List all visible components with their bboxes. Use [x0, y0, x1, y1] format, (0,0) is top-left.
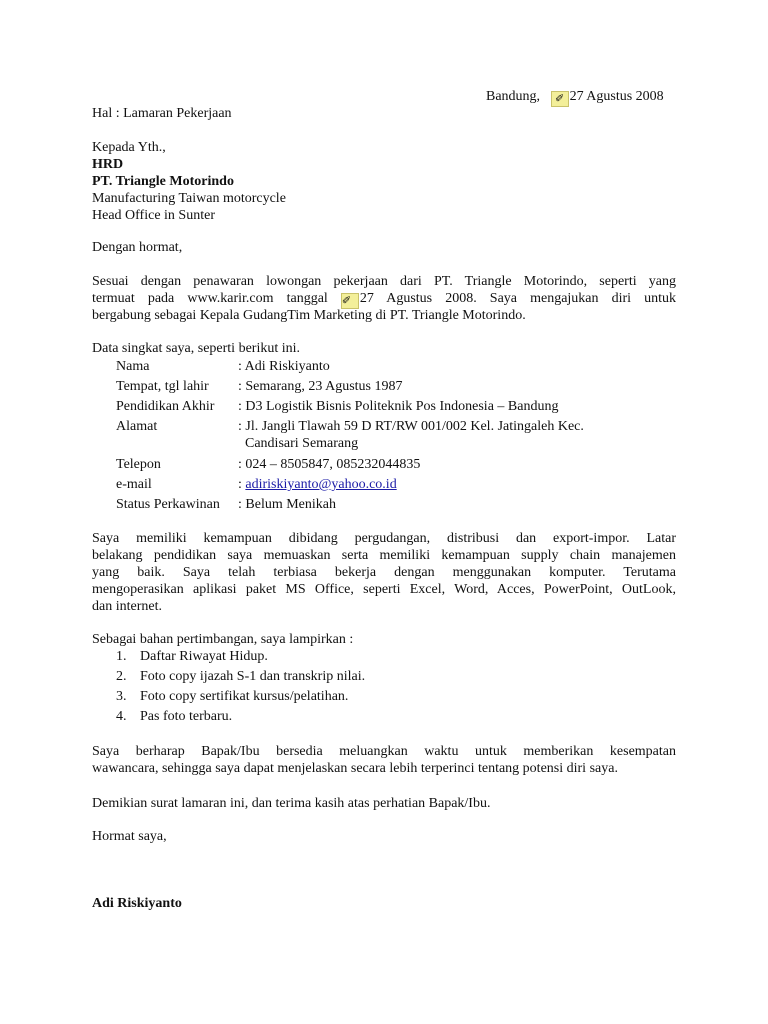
text-line: Sesuai dengan penawaran lowongan pekerjaan dari PT. Triangle Motorindo, seperti yang: [92, 274, 676, 289]
attachment-item: [116, 648, 268, 665]
field-label: Nama: [116, 359, 150, 374]
subject: Hal : Lamaran Pekerjaan: [92, 106, 232, 121]
value-continued: Candisari Semarang: [245, 436, 359, 451]
field-code-icon: ✐: [341, 293, 359, 309]
skills-paragraph: [92, 530, 676, 615]
regards: Hormat saya,: [92, 829, 167, 844]
recipient-salutation: Kepada Yth.,: [92, 140, 166, 155]
recipient-block: [92, 139, 676, 224]
email-link[interactable]: adiriskiyanto@yahoo.co.id: [245, 477, 397, 492]
value: :: [238, 477, 242, 492]
field-value: [238, 456, 420, 473]
field-label: Status Perkawinan: [116, 497, 220, 512]
text-line: wawancara, sehingga saya dapat menjelaskan secara lebih terperinci tentang potensi diri saya.: [92, 761, 618, 776]
recipient-address: Head Office in Sunter: [92, 208, 215, 223]
field-value: [238, 496, 336, 513]
text-line: Saya memiliki kemampuan dibidang pergudangan, distribusi dan export-impor. Latar: [92, 531, 676, 546]
item-number: 4.: [116, 709, 127, 724]
field-label: e-mail: [116, 477, 152, 492]
attachment-item: [116, 708, 232, 725]
attachments-intro: Sebagai bahan pertimbangan, saya lampirkan :: [92, 632, 354, 647]
item-text: Daftar Riwayat Hidup.: [140, 649, 268, 664]
field-value: [238, 418, 584, 452]
field-label: Tempat, tgl lahir: [116, 379, 209, 394]
text-line: yang baik. Saya telah terbiasa bekerja dengan menggunakan komputer. Terutama: [92, 565, 676, 580]
signature-name: Adi Riskiyanto: [92, 896, 182, 911]
value: : D3 Logistik Bisnis Politeknik Pos Indonesia – Bandung: [238, 399, 559, 414]
value: : Jl. Jangli Tlawah 59 D RT/RW 001/002 Kel. Jatingaleh Kec.: [238, 419, 584, 434]
field-value: [238, 398, 558, 415]
date: 27 Agustus 2008: [569, 89, 664, 104]
value: : 024 – 8505847, 085232044835: [238, 457, 421, 472]
attachment-item: [116, 668, 365, 685]
recipient-dept: HRD: [92, 157, 124, 172]
item-text: Foto copy ijazah S-1 dan transkrip nilai.: [140, 669, 366, 684]
item-text: Foto copy sertifikat kursus/pelatihan.: [140, 689, 349, 704]
field-value: [238, 378, 403, 395]
date-line: [486, 88, 664, 105]
field-label: Pendidikan Akhir: [116, 399, 215, 414]
item-number: 2.: [116, 669, 127, 684]
intro-paragraph: [92, 273, 676, 324]
attachment-item: [116, 688, 348, 705]
recipient-company: PT. Triangle Motorindo: [92, 174, 234, 189]
text-line: dan internet.: [92, 599, 162, 614]
data-intro: Data singkat saya, seperti berikut ini.: [92, 341, 300, 356]
value: : Adi Riskiyanto: [238, 359, 330, 374]
text: termuat pada www.karir.com tanggal: [92, 291, 328, 306]
closing: Demikian surat lamaran ini, dan terima kasih atas perhatian Bapak/Ibu.: [92, 796, 491, 811]
greeting: Dengan hormat,: [92, 240, 183, 255]
text: 27 Agustus 2008. Saya mengajukan diri untuk: [359, 291, 677, 306]
item-number: 1.: [116, 649, 127, 664]
city: Bandung,: [486, 89, 541, 104]
text-line: mengoperasikan aplikasi paket MS Office, seperti Excel, Word, Acces, PowerPoint, OutLook,: [92, 582, 676, 597]
value: : Semarang, 23 Agustus 1987: [238, 379, 403, 394]
field-value: [238, 358, 330, 375]
text-line: belakang pendidikan saya memuaskan serta memiliki kemampuan supply chain manajemen: [92, 548, 676, 563]
field-value: [238, 476, 397, 493]
field-label: Telepon: [116, 457, 161, 472]
field-code-icon: ✐: [551, 91, 569, 107]
value: : Belum Menikah: [238, 497, 336, 512]
text-line: Saya berharap Bapak/Ibu bersedia meluangkan waktu untuk memberikan kesempatan: [92, 744, 676, 759]
text-line: bergabung sebagai Kepala GudangTim Marketing di PT. Triangle Motorindo.: [92, 308, 526, 323]
item-number: 3.: [116, 689, 127, 704]
hope-paragraph: [92, 743, 676, 777]
text-line: [92, 290, 676, 307]
field-label: Alamat: [116, 419, 158, 434]
recipient-desc: Manufacturing Taiwan motorcycle: [92, 191, 286, 206]
item-text: Pas foto terbaru.: [140, 709, 233, 724]
